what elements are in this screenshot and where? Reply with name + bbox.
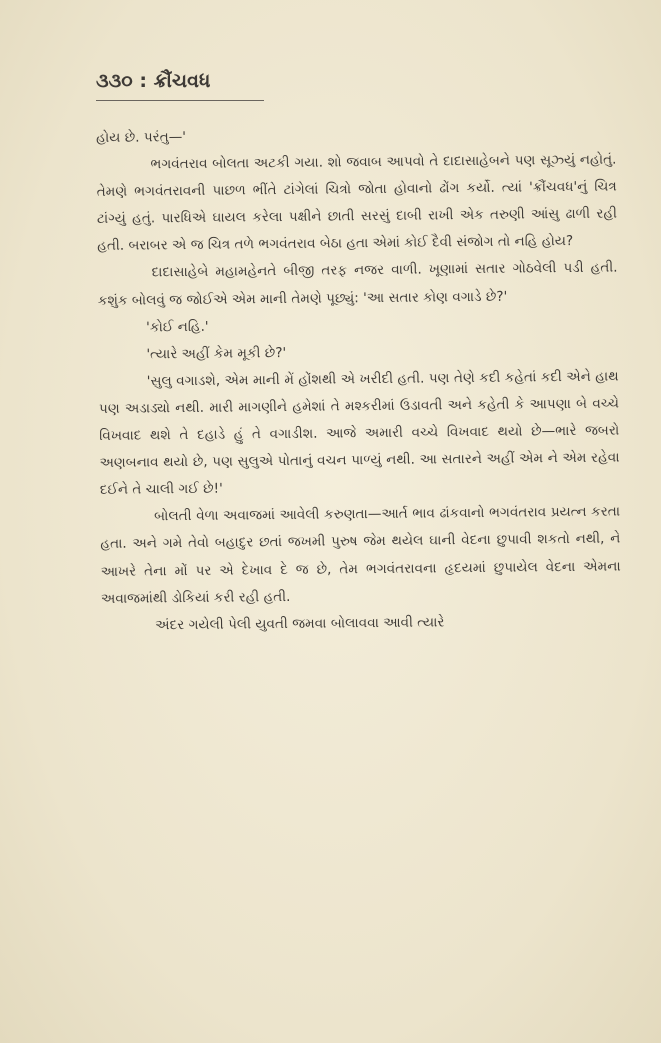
dialogue-line: 'કોઈ નહિ.' [146, 318, 209, 336]
paragraph: હોય છે. પરંતુ—' [96, 129, 187, 146]
paragraph: અંદર ગયેલી પેલી યુવતી જમવા બોલાવવા આવી ત્યારે [155, 614, 445, 634]
page-header [96, 70, 210, 92]
paragraph: 'સુલુ વગાડશે, એમ માની મેં હોંશથી એ ખરીદી હતી. પણ તેણે કદી કહેતાં કદી એને હાથ પણ અડાડ્યો નથી. મારી માગણીને હમેશાં તે મશ્કરીમાં ઉડાવતી અને કહેતી કે આપણા બે વચ્ચે વિખવાદ થશે તે દહાડે હું તે વગાડીશ. આજે અમારી વચ્ચે વિખવાદ થયો છે—ભારે જબરો અણબનાવ થયો છે, પણ સુલુએ પોતાનું વચન પાળ્યું નથી. આ સતારને અહીં એમ ને એમ રહેવા દઈને તે ચાલી ગઈ છે!' [98, 368, 620, 499]
paragraph: ભગવંતરાવ બોલતા અટકી ગયા. શો જવાબ આપવો તે દાદાસાહેબને પણ સૂઝ્યું નહોતું. તેમણે ભગવંતરાવની પાછળ ભીંતે ટાંગેલાં ચિત્રો જોતા હોવાનો ઢોંગ કર્યો. ત્યાં 'ક્રૌંચવધ'નું ચિત્ર ટાંગ્યું હતું. પારધિએ ઘાયલ કરેલા પક્ષીને છાતી સરસું દાબી રાખી એક તરુણી આંસુ ઢાળી રહી હતી. બરાબર એ જ ચિત્ર તળે ભગવંતરાવ બેઠા હતા એમાં કોઈ દૈવી સંજોગ તો નહિ હોય? [96, 151, 618, 255]
dialogue-line: 'ત્યારે અહીં કેમ મૂકી છે?' [146, 344, 287, 363]
paragraph: બોલતી વેળા અવાજમાં આવેલી કરુણતા—આર્ત ભાવ ઢાંકવાનો ભગવંતરાવ પ્રયત્ન કરતા હતા. અને ગમે તેવો બહાદુર છતાં જખમી પુરુષ જેમ થયેલ ઘાની વેદના છુપાવી શકતો નથી, ને આખરે તેના મોં પર એ દેખાવ દે જ છે, તેમ ભગવંતરાવના હૃદયમાં છુપાયેલ વેદના એમના અવાજમાંથી ડોકિયાં કરી રહી હતી. [100, 503, 621, 607]
header-separator: : [139, 70, 147, 92]
body-text [96, 120, 621, 640]
header-rule [96, 100, 264, 101]
book-title: ક્રૌંચવધ [153, 70, 211, 92]
page-number: ૩૩૦ [96, 70, 133, 92]
paragraph: દાદાસાહેબે મહામહેનતે બીજી તરફ નજર વાળી. ખૂણામાં સતાર ગોઠવેલી પડી હતી. કશુંક બોલવું જ જોઈએ એમ માની તેમણે પૂછ્યું: 'આ સતાર કોણ વગાડે છે?' [97, 260, 618, 309]
